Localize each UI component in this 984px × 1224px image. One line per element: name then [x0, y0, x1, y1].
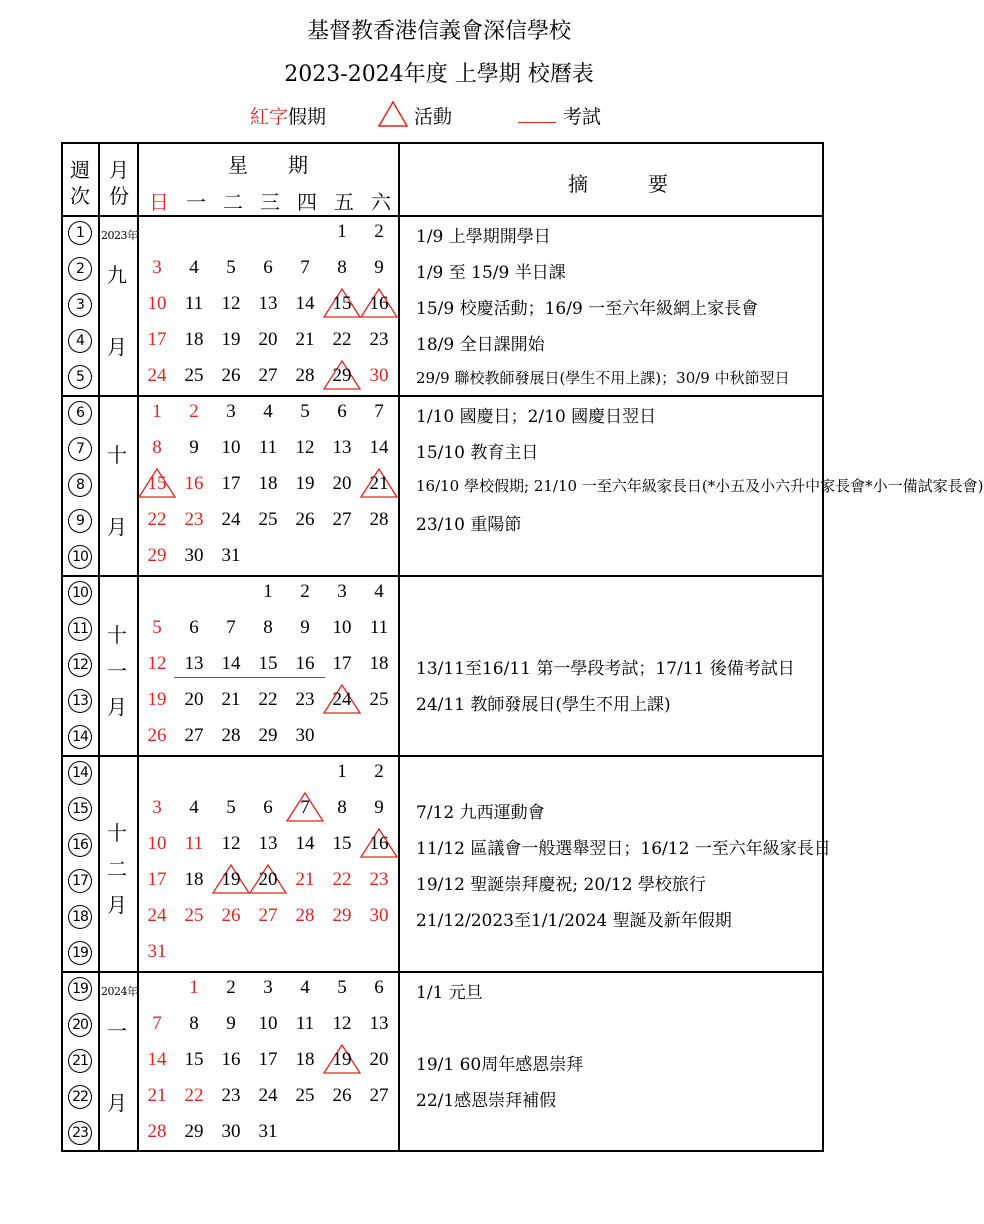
day-cell: 15 [258, 653, 278, 674]
summary-note: 15/9 校慶活動；16/9 一至六年級網上家長會 [416, 299, 759, 319]
day-cell: 5 [300, 401, 310, 422]
day-cell: 6 [263, 797, 273, 818]
month-label: 十 [107, 821, 127, 845]
day-cell: 28 [221, 725, 241, 746]
week-number: 4 [68, 329, 92, 353]
header-month: 月 [109, 158, 129, 182]
day-cell: 21 [295, 329, 315, 350]
day-cell: 24 [332, 689, 352, 710]
day-cell: 12 [147, 653, 167, 674]
day-cell: 11 [184, 833, 204, 854]
day-cell: 5 [226, 257, 236, 278]
day-cell: 14 [369, 437, 389, 458]
summary-note: 7/12 九西運動會 [416, 803, 545, 823]
day-cell: 22 [184, 1085, 204, 1106]
day-cell: 13 [369, 1013, 389, 1034]
day-cell: 7 [226, 617, 236, 638]
day-cell: 20 [258, 329, 278, 350]
day-cell: 10 [221, 437, 241, 458]
day-cell: 21 [369, 473, 389, 494]
day-cell: 11 [295, 1013, 315, 1034]
day-cell: 14 [147, 1049, 167, 1070]
day-cell: 25 [184, 905, 204, 926]
day-cell: 8 [337, 797, 347, 818]
day-cell: 9 [226, 1013, 236, 1034]
day-cell: 15 [184, 1049, 204, 1070]
day-cell: 2 [226, 977, 236, 998]
day-cell: 10 [332, 617, 352, 638]
day-cell: 12 [295, 437, 315, 458]
day-cell: 23 [184, 509, 204, 530]
summary-note: 1/9 至 15/9 半日課 [416, 263, 566, 283]
day-cell: 13 [258, 833, 278, 854]
week-number: 22 [68, 1085, 92, 1109]
legend-exam: 考試 [563, 106, 602, 128]
day-cell: 2 [374, 761, 384, 782]
day-cell: 4 [189, 797, 199, 818]
day-cell: 1 [152, 401, 162, 422]
day-cell: 30 [295, 725, 315, 746]
month-label: 月 [107, 515, 127, 539]
day-cell: 29 [332, 365, 352, 386]
day-cell: 28 [295, 365, 315, 386]
weekday-header: 六 [371, 190, 391, 214]
day-cell: 16 [184, 473, 204, 494]
day-cell: 14 [295, 293, 315, 314]
month-label: 一 [107, 659, 127, 683]
day-cell: 16 [221, 1049, 241, 1070]
week-number: 19 [68, 977, 92, 1001]
month-label: 月 [107, 695, 127, 719]
day-cell: 29 [147, 545, 167, 566]
summary-note: 19/12 聖誕崇拜慶祝; 20/12 學校旅行 [416, 875, 706, 895]
day-cell: 18 [258, 473, 278, 494]
divider [63, 755, 822, 757]
week-number: 21 [68, 1049, 92, 1073]
week-number: 8 [68, 473, 92, 497]
day-cell: 23 [221, 1085, 241, 1106]
week-number: 6 [68, 401, 92, 425]
day-cell: 21 [221, 689, 241, 710]
day-cell: 15 [147, 473, 167, 494]
day-cell: 24 [147, 905, 167, 926]
day-cell: 14 [295, 833, 315, 854]
day-cell: 13 [332, 437, 352, 458]
day-cell: 3 [152, 797, 162, 818]
legend-holiday-text: 假期 [288, 106, 327, 128]
day-cell: 4 [374, 581, 384, 602]
day-cell: 22 [332, 329, 352, 350]
day-cell: 12 [221, 293, 241, 314]
day-cell: 1 [337, 761, 347, 782]
summary-note: 13/11至16/11 第一學段考試；17/11 後備考試日 [416, 659, 795, 679]
week-number: 17 [68, 869, 92, 893]
day-cell: 20 [258, 869, 278, 890]
header-month: 份 [109, 184, 129, 208]
day-cell: 9 [374, 797, 384, 818]
day-cell: 1 [189, 977, 199, 998]
divider [63, 215, 822, 217]
day-cell: 8 [189, 1013, 199, 1034]
calendar-subtitle: 2023-2024年度 上學期 校曆表 [284, 62, 594, 87]
day-cell: 19 [221, 869, 241, 890]
day-cell: 27 [184, 725, 204, 746]
week-number: 1 [68, 221, 92, 245]
day-cell: 29 [332, 905, 352, 926]
day-cell: 27 [258, 365, 278, 386]
day-cell: 13 [258, 293, 278, 314]
day-cell: 26 [221, 365, 241, 386]
day-cell: 6 [337, 401, 347, 422]
day-cell: 7 [152, 1013, 162, 1034]
legend-holiday-red-text: 紅字 [250, 106, 289, 128]
week-number: 10 [68, 545, 92, 569]
day-cell: 16 [369, 293, 389, 314]
day-cell: 28 [295, 905, 315, 926]
day-cell: 27 [332, 509, 352, 530]
week-number: 14 [68, 725, 92, 749]
day-cell: 2 [374, 221, 384, 242]
day-cell: 16 [295, 653, 315, 674]
day-cell: 18 [184, 329, 204, 350]
divider [63, 575, 822, 577]
month-label: 一 [107, 1019, 127, 1043]
day-cell: 26 [147, 725, 167, 746]
divider [63, 395, 822, 397]
day-cell: 6 [189, 617, 199, 638]
header-summary: 摘 要 [568, 172, 668, 196]
week-number: 19 [68, 941, 92, 965]
summary-note: 29/9 聯校教師發展日(學生不用上課)；30/9 中秋節翌日 [416, 369, 790, 387]
day-cell: 24 [221, 509, 241, 530]
week-number: 11 [68, 617, 92, 641]
day-cell: 17 [147, 329, 167, 350]
day-cell: 22 [332, 869, 352, 890]
day-cell: 27 [258, 905, 278, 926]
day-cell: 1 [337, 221, 347, 242]
day-cell: 11 [258, 437, 278, 458]
exam-underline [174, 677, 325, 678]
day-cell: 17 [258, 1049, 278, 1070]
header-week: 次 [70, 184, 90, 208]
day-cell: 20 [332, 473, 352, 494]
summary-note: 16/10 學校假期; 21/10 一至六年級家長日(*小五及小六升中家長會*小一備試家長會) [416, 477, 984, 495]
calendar-table [61, 142, 984, 1152]
header-weekdays-title: 星 期 [228, 153, 308, 177]
day-cell: 4 [300, 977, 310, 998]
day-cell: 11 [369, 617, 389, 638]
summary-note: 15/10 教育主日 [416, 443, 539, 463]
week-number: 15 [68, 797, 92, 821]
day-cell: 9 [300, 617, 310, 638]
day-cell: 23 [369, 329, 389, 350]
summary-note: 11/12 區議會一般選舉翌日；16/12 一至六年級家長日 [416, 839, 831, 859]
day-cell: 30 [369, 905, 389, 926]
day-cell: 19 [221, 329, 241, 350]
day-cell: 25 [184, 365, 204, 386]
triangle-icon [377, 100, 409, 128]
day-cell: 5 [337, 977, 347, 998]
day-cell: 30 [221, 1121, 241, 1142]
day-cell: 5 [152, 617, 162, 638]
day-cell: 21 [147, 1085, 167, 1106]
day-cell: 17 [221, 473, 241, 494]
day-cell: 25 [258, 509, 278, 530]
day-cell: 25 [369, 689, 389, 710]
legend-exam-line [518, 122, 556, 123]
week-number: 18 [68, 905, 92, 929]
month-label: 十 [107, 623, 127, 647]
day-cell: 19 [147, 689, 167, 710]
day-cell: 26 [221, 905, 241, 926]
day-cell: 25 [295, 1085, 315, 1106]
weekday-header: 一 [186, 190, 206, 214]
day-cell: 24 [258, 1085, 278, 1106]
day-cell: 17 [332, 653, 352, 674]
day-cell: 10 [258, 1013, 278, 1034]
week-number: 12 [68, 653, 92, 677]
day-cell: 7 [300, 797, 310, 818]
day-cell: 2 [300, 581, 310, 602]
week-number: 23 [68, 1121, 92, 1145]
day-cell: 26 [295, 509, 315, 530]
day-cell: 18 [369, 653, 389, 674]
day-cell: 27 [369, 1085, 389, 1106]
year-label: 2023年 [101, 229, 138, 242]
header-week: 週 [70, 158, 90, 182]
day-cell: 20 [369, 1049, 389, 1070]
summary-note: 21/12/2023至1/1/2024 聖誕及新年假期 [416, 911, 732, 931]
divider [63, 971, 822, 973]
day-cell: 23 [369, 869, 389, 890]
week-number: 10 [68, 581, 92, 605]
day-cell: 22 [258, 689, 278, 710]
day-cell: 20 [184, 689, 204, 710]
month-label: 月 [107, 893, 127, 917]
week-number: 9 [68, 509, 92, 533]
summary-note: 24/11 教師發展日(學生不用上課) [416, 695, 671, 715]
weekday-header: 五 [334, 190, 354, 214]
summary-note: 1/1 元旦 [416, 983, 483, 1003]
weekday-header: 二 [223, 190, 243, 214]
month-label: 月 [107, 335, 127, 359]
day-cell: 10 [147, 293, 167, 314]
weekday-header: 日 [149, 190, 169, 214]
week-number: 5 [68, 365, 92, 389]
day-cell: 15 [332, 293, 352, 314]
week-number: 16 [68, 833, 92, 857]
day-cell: 24 [147, 365, 167, 386]
day-cell: 14 [221, 653, 241, 674]
day-cell: 19 [295, 473, 315, 494]
legend-holiday [250, 102, 326, 129]
month-label: 九 [107, 263, 127, 287]
day-cell: 1 [263, 581, 273, 602]
summary-note: 19/1 60周年感恩崇拜 [416, 1055, 584, 1075]
day-cell: 13 [184, 653, 204, 674]
summary-note: 18/9 全日課開始 [416, 335, 545, 355]
day-cell: 8 [263, 617, 273, 638]
day-cell: 30 [369, 365, 389, 386]
day-cell: 11 [184, 293, 204, 314]
day-cell: 31 [221, 545, 241, 566]
day-cell: 29 [184, 1121, 204, 1142]
month-label: 十 [107, 443, 127, 467]
week-number: 20 [68, 1013, 92, 1037]
day-cell: 10 [147, 833, 167, 854]
summary-note: 1/10 國慶日；2/10 國慶日翌日 [416, 407, 657, 427]
day-cell: 19 [332, 1049, 352, 1070]
week-number: 14 [68, 761, 92, 785]
day-cell: 31 [258, 1121, 278, 1142]
week-number: 2 [68, 257, 92, 281]
day-cell: 3 [263, 977, 273, 998]
day-cell: 7 [300, 257, 310, 278]
day-cell: 4 [263, 401, 273, 422]
day-cell: 9 [189, 437, 199, 458]
day-cell: 30 [184, 545, 204, 566]
day-cell: 28 [147, 1121, 167, 1142]
month-label: 二 [107, 857, 127, 881]
day-cell: 6 [263, 257, 273, 278]
day-cell: 18 [295, 1049, 315, 1070]
day-cell: 29 [258, 725, 278, 746]
day-cell: 8 [152, 437, 162, 458]
month-label: 月 [107, 1091, 127, 1115]
day-cell: 26 [332, 1085, 352, 1106]
summary-note: 23/10 重陽節 [416, 515, 522, 535]
week-number: 7 [68, 437, 92, 461]
day-cell: 4 [189, 257, 199, 278]
day-cell: 9 [374, 257, 384, 278]
legend-activity: 活動 [414, 106, 453, 128]
summary-note: 22/1感恩崇拜補假 [416, 1091, 557, 1111]
day-cell: 16 [369, 833, 389, 854]
day-cell: 7 [374, 401, 384, 422]
day-cell: 3 [337, 581, 347, 602]
day-cell: 28 [369, 509, 389, 530]
day-cell: 6 [374, 977, 384, 998]
day-cell: 8 [337, 257, 347, 278]
weekday-header: 四 [297, 190, 317, 214]
legend [0, 100, 878, 130]
weekday-header: 三 [260, 190, 280, 214]
day-cell: 31 [147, 941, 167, 962]
day-cell: 18 [184, 869, 204, 890]
day-cell: 3 [226, 401, 236, 422]
day-cell: 17 [147, 869, 167, 890]
week-number: 3 [68, 293, 92, 317]
day-cell: 12 [332, 1013, 352, 1034]
day-cell: 5 [226, 797, 236, 818]
day-cell: 12 [221, 833, 241, 854]
day-cell: 2 [189, 401, 199, 422]
summary-note: 1/9 上學期開學日 [416, 227, 551, 247]
day-cell: 23 [295, 689, 315, 710]
day-cell: 21 [295, 869, 315, 890]
year-label: 2024年 [101, 985, 138, 998]
week-number: 13 [68, 689, 92, 713]
calendar-title: 基督教香港信義會深信學校 [306, 19, 571, 44]
day-cell: 15 [332, 833, 352, 854]
day-cell: 3 [152, 257, 162, 278]
day-cell: 22 [147, 509, 167, 530]
